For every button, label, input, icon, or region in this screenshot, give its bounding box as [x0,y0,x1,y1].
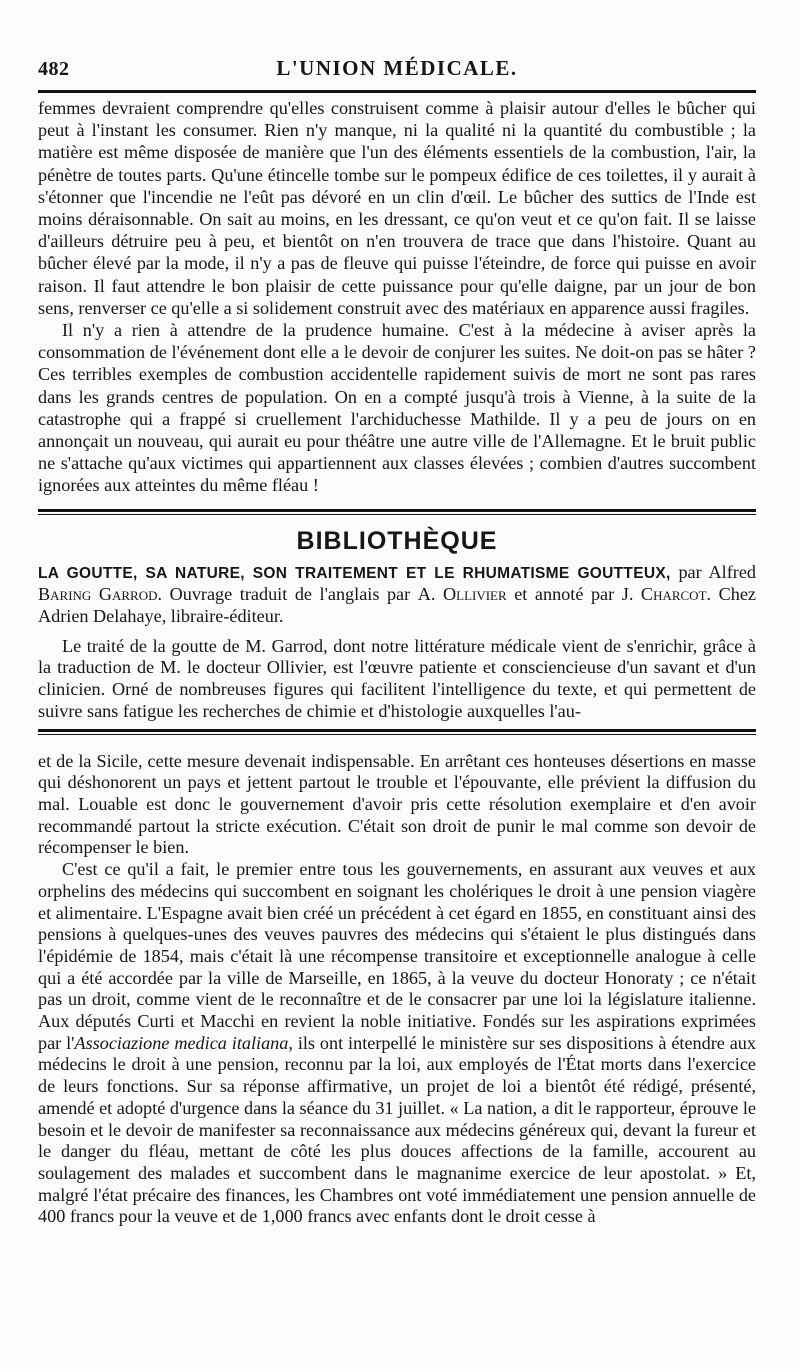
feuilleton-section [38,735,756,1228]
annotator-name: J. Charcot [621,584,707,605]
paragraph: Il n'y a rien à attendre de la prudence humaine. C'est à la médecine à aviser après la consommation de l'événement dont elle a le devoir de conjurer les suites. Ne doit-on pas se hâter ? Ces terribles exemples de combustion accidentelle rapidement suivis de mort ne sont pas rares dans les grands centres de population. On en a compté jusqu'à trois à Vienne, à la suite de la catastrophe qui a frappé si cruellement l'archiduchesse Mathilde. Il y a peu de jours on en annonçait un nouveau, qui aurait eu pour théâtre une autre ville de l'Allemagne. Et le bruit public ne s'attache qu'aux victimes qui appartiennent aux classes élevées ; combien d'autres succombent ignorées aux atteintes du même fléau ! [38,320,756,496]
running-head [38,44,756,90]
document-page [0,44,800,1369]
journal-title: L'UNION MÉDICALE. [276,56,518,80]
paragraph: et de la Sicile, cette mesure devenait indispensable. En arrêtant ces honteuses désertions en masse qui déshonorent un pays et jettent partout le trouble et l'épouvante, elle prévient la diffusion du mal. Louable est donc le gouvernement d'avoir pris cette résolution exemplaire et d'en avoir recommandé partout la stricte exécution. C'était son droit de punir le mal comme son devoir de récompenser le bien. [38,750,756,858]
book-title: LA GOUTTE, SA NATURE, SON TRAITEMENT ET LE RHUMATISME GOUTTEUX, [38,564,671,582]
article-continuation [38,93,756,497]
bibliographic-entry: LA GOUTTE, SA NATURE, SON TRAITEMENT ET LE RHUMATISME GOUTTEUX, par Alfred Baring Garrod. Ouvrage traduit de l'anglais par A. Ollivier et annoté par J. Charcot. Chez Adrien Delahaye, libraire-éditeur. [38,561,757,627]
translator-name: A. Ollivier [417,584,507,605]
paragraph: C'est ce qu'il a fait, le premier entre tous les gouvernements, en assurant aux veuves et aux orphelins des médecins qui succombent en soignant les cholériques le droit à une pension viagère et alimentaire. L'Espagne avait bien créé un précédent à cet égard en 1855, en constituant ainsi des pensions à quelques-unes des veuves pauvres des médecins qui s'étaient le plus distingués dans l'épidémie de 1854, mais c'était là une récompense transitoire et exceptionnelle analogue à celle qui a été accordée par la ville de Marseille, en 1865, à la veuve du docteur Honoraty ; ce n'était pas un droit, comme vient de le reconnaître et de le consacrer par une loi la législature italienne. Aux députés Curti et Macchi en revient la noble initiative. Fondés sur les aspirations exprimées par l'Associazione medica italiana, ils ont interpellé le ministère sur ses dispositions à étendre aux médecins le droit à une pension, reconnu par la loi, aux employés de l'État morts dans l'exercice de leurs fonctions. Sur sa réponse affirmative, un projet de loi a bientôt été rédigé, présenté, amendé et adopté d'urgence dans la séance du 31 juillet. « La nation, a dit le rapporteur, éprouve le besoin et le devoir de manifester sa reconnaissance aux médecins généreux qui, devant la fureur et le danger du fléau, mettant de côté les plus douces affections de la famille, accourent au soulagement des malades et succombent dans le magnanime exercice de leur apostolat. » Et, malgré l'état précaire des finances, les Chambres ont voté immédiatement une pension annuelle de 400 francs pour la veuve et de 1,000 francs avec enfants dont le droit cesse à [38,859,756,1227]
page-number: 482 [38,58,70,80]
section-title: BIBLIOTHÈQUE [296,526,498,555]
paragraph: femmes devraient comprendre qu'elles construisent comme à plaisir autour d'elles le bûcher qui peut à l'instant les consumer. Rien n'y manque, ni la qualité ni la quantité du combustible ; la matière est même disposée de manière que l'un des éléments essentiels de la combustion, l'air, la pénètre de toutes parts. Qu'une étincelle tombe sur le pompeux édifice de ces toilettes, il y aurait à s'étonner que l'incendie ne l'eût pas dévoré en un clin d'œil. Le bûcher des suttics de l'Inde est moins déraisonnable. On sait au moins, en les dressant, ce qu'on veut et ce qu'on fait. Il se laisse d'ailleurs détruire peu à peu, et bientôt on n'en trouvera de trace que dans l'histoire. Quant au bûcher élevé par la mode, il n'y a pas de fleuve qui puisse l'éteindre, de force qui puisse en avoir raison. Il faut attendre le bon plaisir de cette puissance pour qu'elle daigne, par un jour de bon sens, renverser ce qu'elle a si solidement construit avec des matériaux en apparence aussi fragiles. [38,98,756,318]
section-rule [38,509,756,515]
bibliotheque-section [38,527,756,723]
author-name: Baring Garrod [38,584,158,605]
association-name: Associazione medica italiana [74,1032,289,1053]
paragraph: Le traité de la goutte de M. Garrod, dont notre littérature médicale vient de s'enrichir, grâce à la traduction de M. le docteur Ollivier, est l'œuvre patiente et consciencieuse d'un savant et d'un clinicien. Orné de nombreuses figures qui facilitent l'intelligence du texte, et qui permettent de suivre sans fatigue les recherches de chimie et d'histologie auxquelles l'au- [38,635,756,721]
